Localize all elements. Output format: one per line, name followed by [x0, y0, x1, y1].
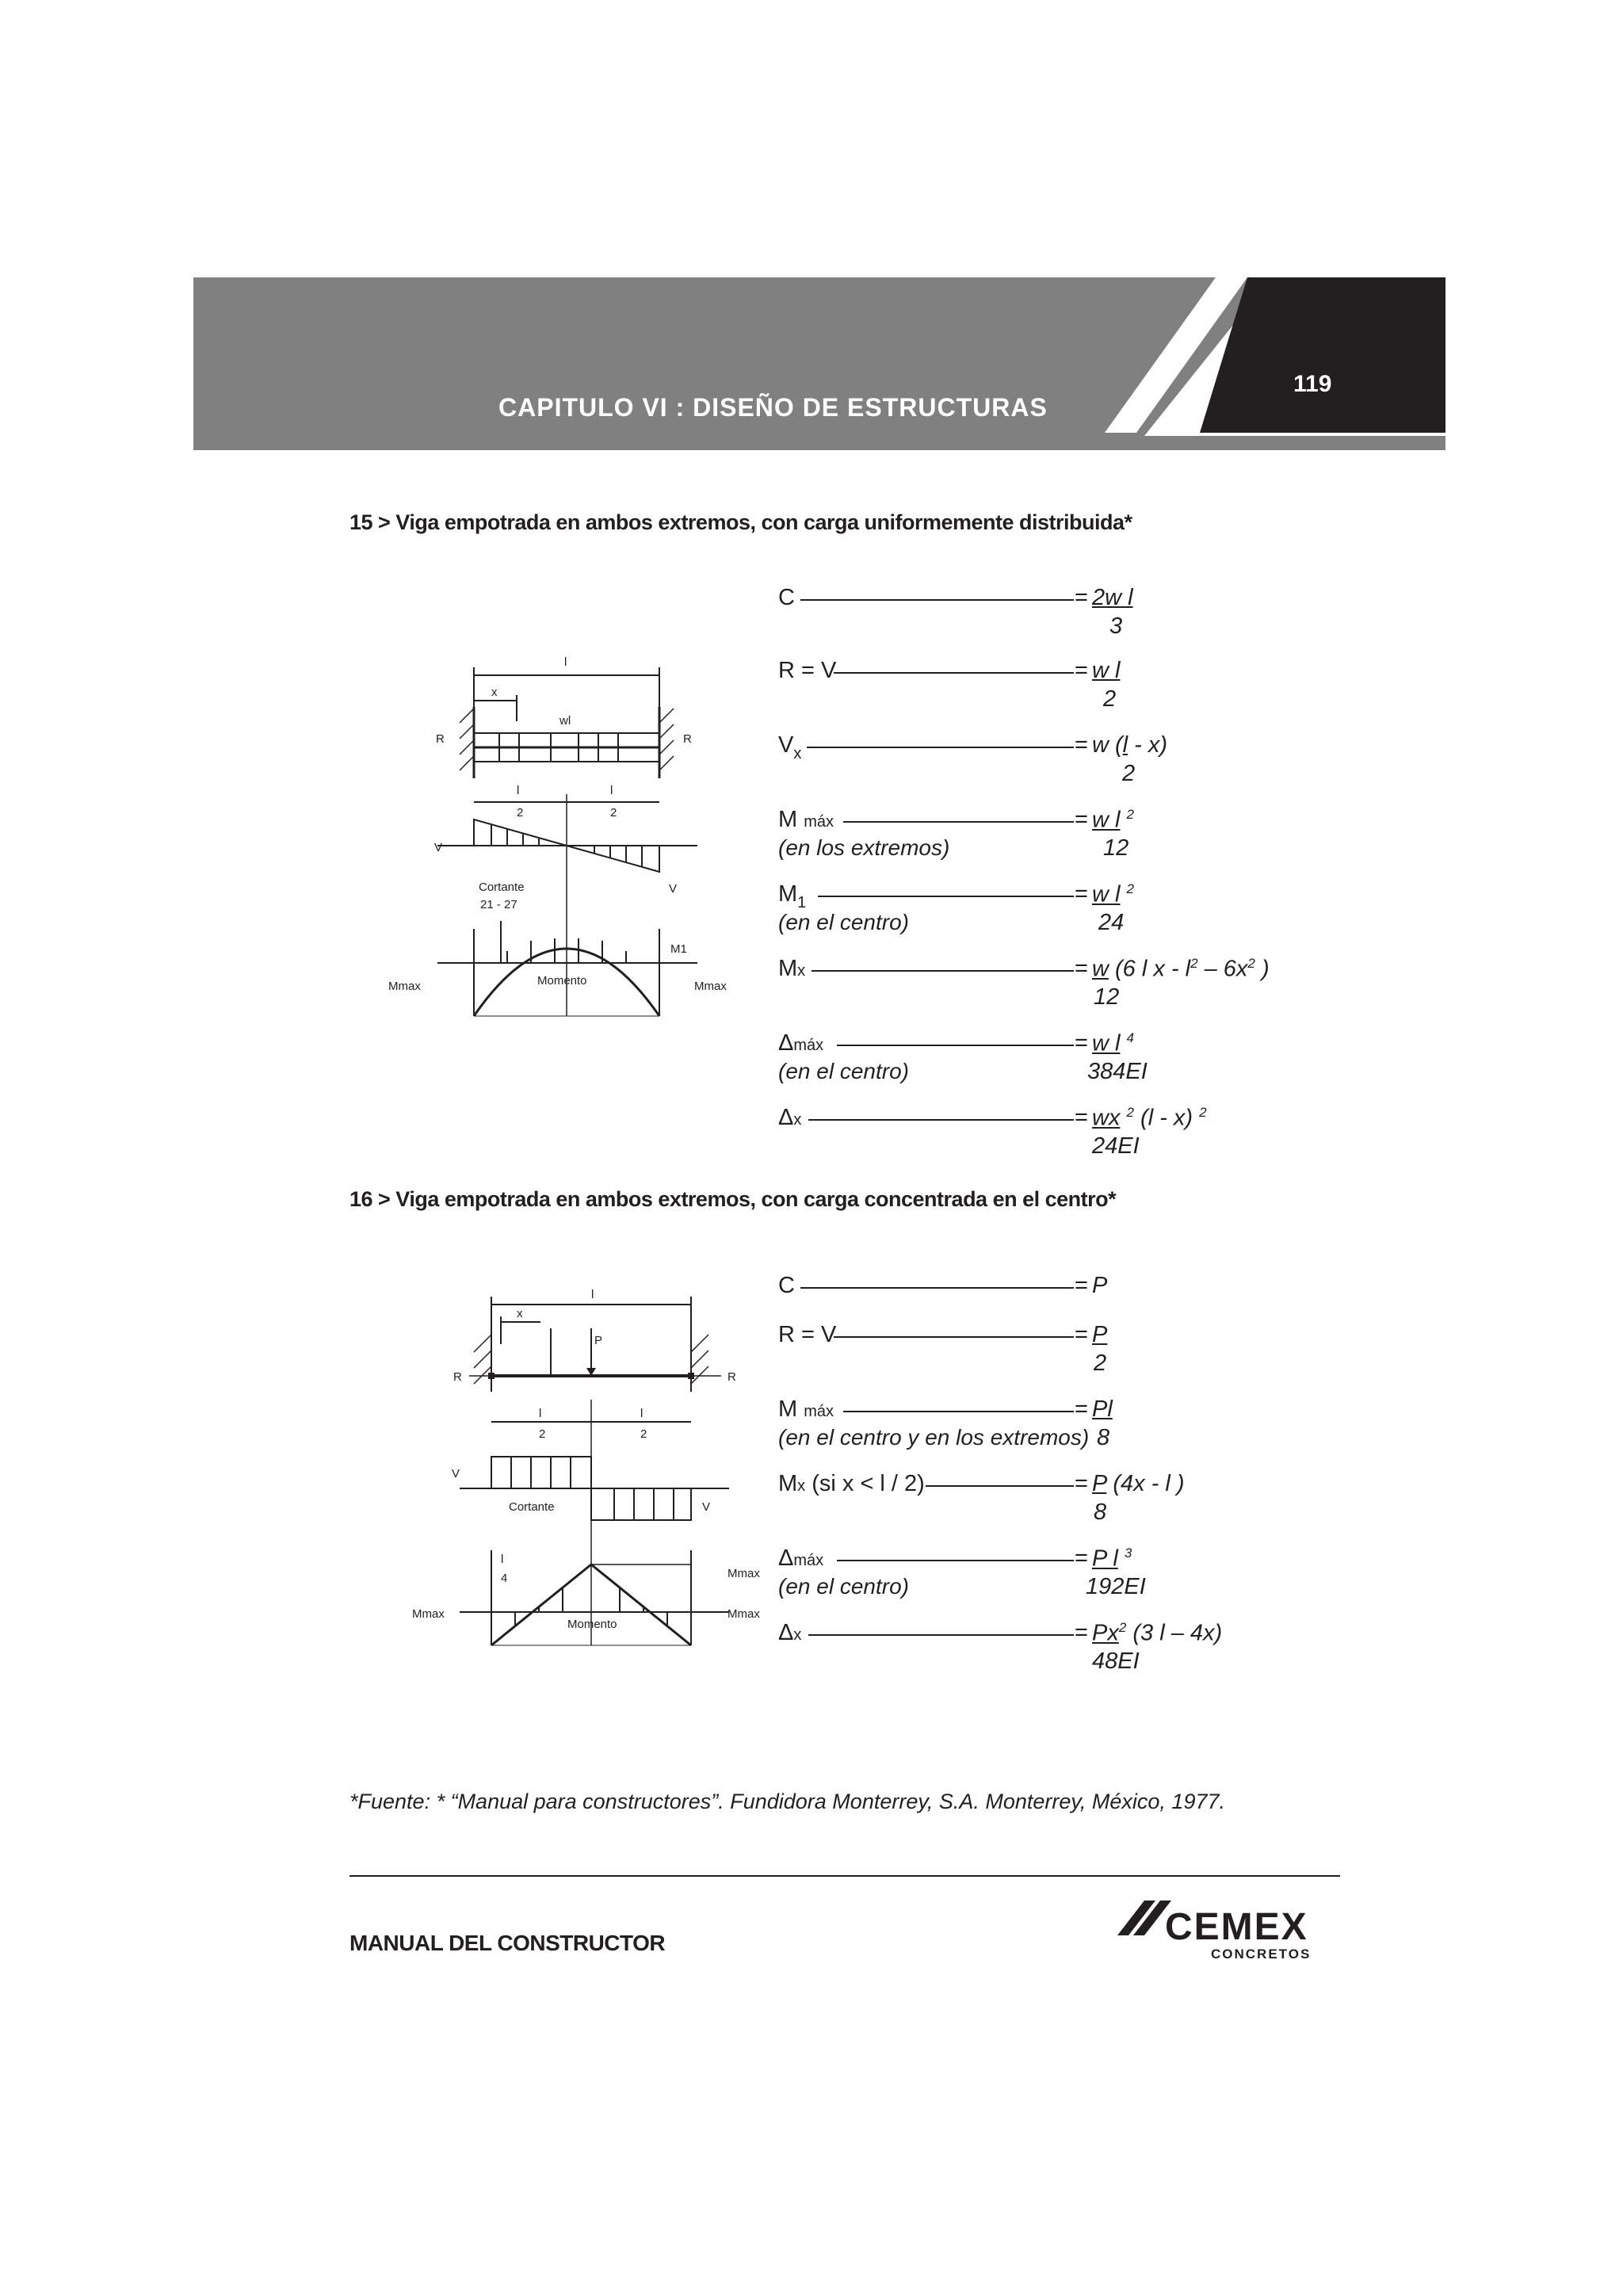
x-label: x [491, 686, 498, 699]
chapter-header-band [193, 277, 1445, 450]
logo-text: CEMEX [1165, 1906, 1308, 1948]
formula-rv-15: R = V = $\frac{\text{w l}}{2}$ [778, 658, 1121, 712]
span-label-l-16: l [591, 1288, 594, 1301]
quarter-span-a: l [501, 1553, 504, 1566]
m1-label: M1 [670, 942, 687, 956]
mmax-right-label: Mmax [694, 980, 727, 993]
formula-dx-16: Δx = Px$^2$ (3 l – 4x) 48EI [778, 1620, 1223, 1674]
svg-text:2: 2 [640, 1427, 647, 1441]
half-span-a: l [517, 784, 520, 797]
section-16-title: 16 > Viga empotrada en ambos extremos, con carga concentrada en el centro* [349, 1187, 1117, 1211]
moment-label-16: Momento [567, 1618, 617, 1631]
reaction-right-R-16: R [727, 1370, 736, 1384]
load-label-wl: wl [559, 714, 571, 728]
shear-V-right: V [669, 882, 678, 896]
formula-mmax-15: M máx (en los extremos) = w l $^2$ 12 [778, 807, 1134, 861]
mmax-right-16: Mmax [727, 1607, 760, 1621]
formula-vx-15: $V_x$ = w (l - x) 2 [778, 732, 1168, 786]
half-span-c: l [610, 784, 613, 797]
moment-label: Momento [537, 974, 587, 988]
source-footnote: *Fuente: * “Manual para constructores”. Fundidora Monterrey, S.A. Monterrey, México, 1977. [349, 1790, 1225, 1813]
reaction-left-R: R [436, 732, 445, 746]
half-span-d: 2 [610, 806, 617, 819]
svg-text:l: l [640, 1407, 643, 1420]
mmax-top-right-16: Mmax [727, 1567, 760, 1580]
shear-V-left-16: V [452, 1467, 460, 1480]
section-15-title: 15 > Viga empotrada en ambos extremos, con carga uniformemente distribuida* [349, 510, 1132, 534]
span-label-l: l [564, 655, 567, 669]
formula-m1-15: $M_1$ (en el centro) = w l $^2$ 24 [778, 881, 1134, 935]
page-number: 119 [1293, 371, 1332, 397]
section-15-beam-diagram [380, 651, 727, 1024]
footer-divider [349, 1875, 1340, 1877]
formula-dmax-16: Δmáx (en el centro) = P l $^3$ 192EI [778, 1545, 1146, 1599]
svg-text:2: 2 [539, 1427, 546, 1441]
reaction-left-R-16: R [453, 1370, 462, 1384]
shear-position-label: 21 - 27 [480, 898, 517, 911]
shear-label-16: Cortante [509, 1500, 555, 1514]
formula-dmax-15: Δmáx (en el centro) = w l $^4$ 384EI [778, 1030, 1148, 1084]
formula-label: C [778, 585, 795, 610]
mmax-left-16: Mmax [412, 1607, 445, 1621]
formula-mmax-16: M máx (en el centro y en los extremos) = $\frac{Pl}{8}$ [778, 1396, 1113, 1450]
half-span-b: 2 [517, 806, 524, 819]
formula-dx-15: Δx = wx $^2$ (l - x) $^2$ 24EI [778, 1105, 1207, 1159]
header-band-shape [193, 277, 1445, 450]
load-label-P: P [594, 1334, 603, 1347]
footer-title: MANUAL DEL CONSTRUCTOR [349, 1931, 666, 1955]
shear-label: Cortante [479, 881, 525, 894]
formula-mx-16: Mx (si x < l / 2) = P (4x - l ) 8 [778, 1471, 1185, 1525]
formula-mx-15: Mx = w (6 l x - $l^2 - 6x^2$ ) 12 [778, 956, 1270, 1010]
formula-rv-16: R = V = $\frac{P}{2}$ [778, 1322, 1108, 1376]
shear-V-right-16: V [702, 1500, 711, 1514]
mmax-left-label: Mmax [388, 980, 421, 993]
chapter-title: CAPITULO VI : DISEÑO DE ESTRUCTURAS [498, 393, 1048, 422]
formula-c-16: C = P [778, 1273, 1108, 1298]
x-label-16: x [517, 1307, 523, 1320]
svg-text:l: l [539, 1407, 542, 1420]
shear-V-left: V [434, 841, 443, 854]
reaction-right-R: R [683, 732, 692, 746]
logo-subtext: CONCRETOS [1211, 1946, 1312, 1962]
formula-c-15: C = $\frac{\text{2w l}}{3}$ [778, 585, 1133, 639]
section-16-beam-diagram [412, 1281, 760, 1653]
quarter-span-b: 4 [501, 1572, 508, 1585]
